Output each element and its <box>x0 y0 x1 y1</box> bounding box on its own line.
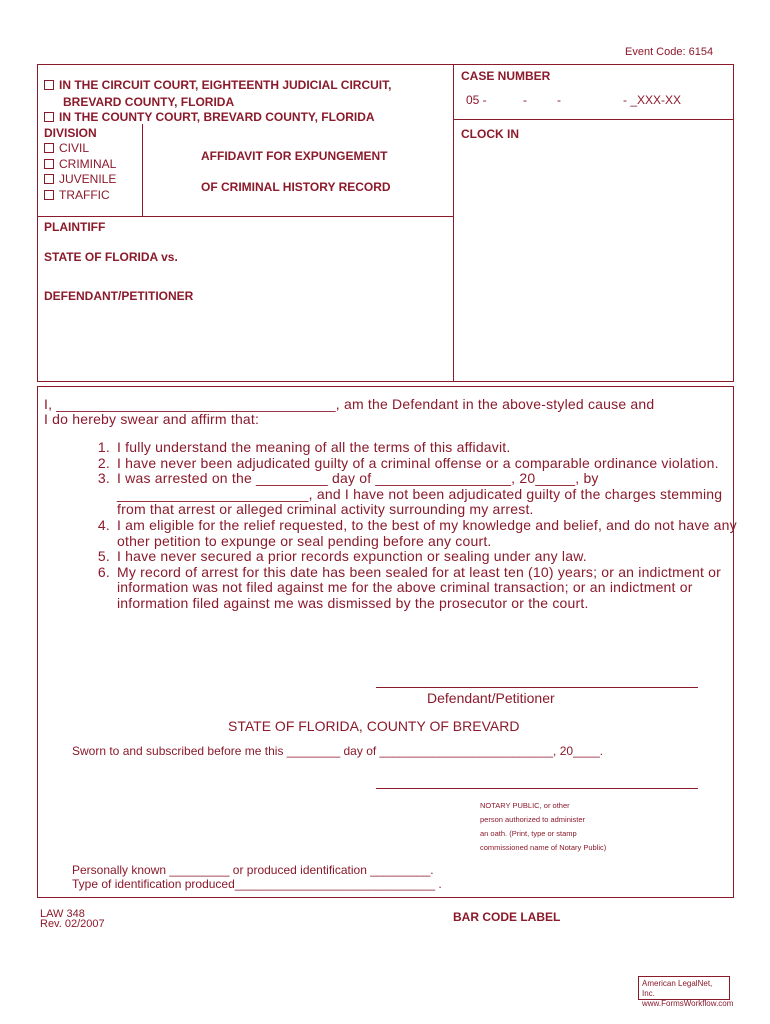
plaintiff-label: PLAINTIFF <box>44 220 106 234</box>
signature-label: Defendant/Petitioner <box>427 690 555 706</box>
statement-item: 6. My record of arrest for this date has been sealed for at least ten (10) years; or an indictment or information was not filed against me for the above criminal transaction; or an indictment or information filed against me was dismissed by the prosecutor or the court. <box>114 565 754 612</box>
county-line: BREVARD COUNTY, FLORIDA <box>63 95 235 109</box>
publisher-url: www.FormsWorkflow.com <box>642 999 734 1008</box>
form-title-line1: AFFIDAVIT FOR EXPUNGEMENT <box>201 149 388 163</box>
defendant-label: DEFENDANT/PETITIONER <box>44 289 194 303</box>
circuit-court-option[interactable]: IN THE CIRCUIT COURT, EIGHTEENTH JUDICIAL CIRCUIT, <box>44 78 391 92</box>
identification-line2: Type of identification produced______________________________ . <box>72 877 442 891</box>
notary-signature-line[interactable] <box>376 788 698 789</box>
civil-checkbox[interactable] <box>44 143 54 153</box>
statement-item: 3. I was arrested on the _________ day of _________________, 20_____, by ________________________, and I have not been adjudicated guilty of the charges stemming from that arrest or alleged criminal activity surrounding my arrest. <box>114 471 754 518</box>
state-county-heading: STATE OF FLORIDA, COUNTY OF BREVARD <box>228 718 520 734</box>
case-number-suffix[interactable]: - _XXX-XX <box>623 93 682 107</box>
division-label: DIVISION <box>44 126 97 140</box>
publisher-name: American LegalNet, Inc. <box>642 979 713 998</box>
affidavit-top-border <box>37 386 734 387</box>
event-code: Event Code: 6154 <box>625 46 714 58</box>
court-section-divider <box>37 216 454 217</box>
case-number-dash-2: - <box>557 93 561 107</box>
publisher-logo <box>638 976 734 1008</box>
county-court-option[interactable]: IN THE COUNTY COURT, BREVARD COUNTY, FLORIDA <box>44 110 375 124</box>
statement-item: 2. I have never been adjudicated guilty of a criminal offense or a comparable ordinance violation. <box>114 456 754 472</box>
header-top-border <box>37 64 734 65</box>
header-bottom-border <box>37 381 734 382</box>
affidavit-statements <box>66 440 754 612</box>
criminal-checkbox[interactable] <box>44 159 54 169</box>
clock-in-label: CLOCK IN <box>461 127 519 141</box>
statement-item: 4. I am eligible for the relief requested, to the best of my knowledge and belief, and do not have any other petition to expunge or seal pending before any court. <box>114 518 754 549</box>
circuit-court-checkbox[interactable] <box>44 80 54 90</box>
header-right-border <box>733 64 734 382</box>
case-number-divider <box>453 119 734 120</box>
division-option-juvenile[interactable]: JUVENILE <box>44 172 116 186</box>
form-number: LAW 348 <box>40 908 85 920</box>
county-court-checkbox[interactable] <box>44 112 54 122</box>
header-left-border <box>37 64 38 382</box>
statement-item: 5. I have never secured a prior records expunction or sealing under any law. <box>114 549 754 565</box>
division-option-traffic[interactable]: TRAFFIC <box>44 188 110 202</box>
header-middle-divider <box>453 64 454 382</box>
statement-item: 1. I fully understand the meaning of all the terms of this affidavit. <box>114 440 754 456</box>
juvenile-checkbox[interactable] <box>44 174 54 184</box>
notary-line-4: commissioned name of Notary Public) <box>480 843 607 852</box>
defendant-signature-line[interactable] <box>376 687 698 688</box>
form-title-line2: OF CRIMINAL HISTORY RECORD <box>201 180 391 194</box>
sworn-statement: Sworn to and subscribed before me this ________ day of __________________________, 20____. <box>72 744 604 758</box>
traffic-checkbox[interactable] <box>44 190 54 200</box>
notary-line-2: person authorized to administer <box>480 815 586 824</box>
bar-code-label: BAR CODE LABEL <box>453 910 561 924</box>
case-number-dash-1: - <box>523 93 527 107</box>
identification-line1: Personally known _________ or produced identification _________. <box>72 863 434 877</box>
affidavit-intro-line1: I, ___________________________________, am the Defendant in the above-styled cause and <box>44 396 655 412</box>
affidavit-left-border <box>37 386 38 898</box>
division-option-criminal[interactable]: CRIMINAL <box>44 157 116 171</box>
case-number-prefix[interactable]: 05 - <box>466 93 487 107</box>
notary-line-3: an oath. (Print, type or stamp <box>480 829 577 838</box>
plaintiff-name: STATE OF FLORIDA vs. <box>44 250 178 264</box>
notary-line-1: NOTARY PUBLIC, or other <box>480 801 570 810</box>
division-divider <box>142 124 143 217</box>
revision: Rev. 02/2007 <box>40 918 105 930</box>
affidavit-bottom-border <box>37 897 734 898</box>
case-number-label: CASE NUMBER <box>461 69 551 83</box>
affidavit-intro-line2: I do hereby swear and affirm that: <box>44 411 260 427</box>
division-option-civil[interactable]: CIVIL <box>44 141 89 155</box>
